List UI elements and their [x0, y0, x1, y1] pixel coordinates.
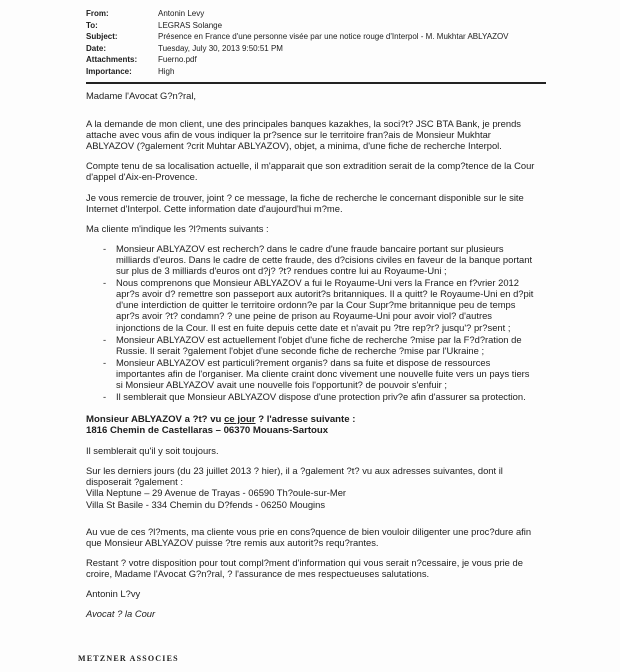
- paragraph-intro: A la demande de mon client, une des principales banques kazakhes, la soci?t? JSC BTA Bank, je prends attache avec vous afin de vous indiquer la pr?sence sur le territoire fran?ais de Monsieur Mukhtar ABLYAZOV (?galement ?crit Muhtar ABLYAZOV), objet, a minima, d'une fiche de recherche Interpol.: [86, 118, 521, 152]
- elements-list: [86, 243, 536, 402]
- header-label: Date:: [86, 43, 107, 53]
- list-item: - Monsieur ABLYAZOV est recherch? dans le cadre d'une fraude bancaire portant sur plusieurs milliards d'euros. Dans le cadre de cette fraude, des d?cisions civiles en faveur de la banque portant sur plus de 3 milliards d'euros ont d?j? ?t? rendues contre lui au Royaume-Uni ;: [86, 243, 536, 276]
- header-value: Fuerno.pdf: [158, 55, 197, 64]
- paragraph-still-there: Il semblerait qu'il y soit toujours.: [86, 445, 219, 457]
- paragraph-attachment: Je vous remercie de trouver, joint ? ce message, la fiche de recherche le concernant disponible sur le site Internet d'Interpol. Cette information date d'aujourd'hui m?me.: [86, 191, 524, 214]
- letter-body: [86, 90, 536, 628]
- header-label: From:: [86, 9, 109, 18]
- paragraph-jurisdiction: Compte tenu de sa localisation actuelle, il m'apparait que son extradition serait de la comp?tence de la Cour d'appel d'Aix-en-Provence.: [86, 160, 535, 183]
- paragraph-elements: Ma cliente m'indique les ?l?ments suivants :: [86, 222, 269, 234]
- header-label: To:: [86, 20, 98, 30]
- address-intro: Monsieur ABLYAZOV a ?t? vu: [86, 414, 225, 426]
- list-item: - Nous comprenons que Monsieur ABLYAZOV a fui le Royaume-Uni vers la France en f?vrier 2012 apr?s avoir d? remettre son passeport aux autorit?s britanniques. Il a quitt? le Royaume-Uni en d?pit d'une interdiction de quitter le territoire ordonn?e par la Cour Supr?me britannique peu de temps apr?s avoir ?t? condamn? ? une peine de prison au Royaume-Uni pour avoir viol? d'autres injonctions de la Cour. Il est en fuite depuis cette date et n'avait pu ?tre rep?r? jusqu'? pr?sent ;: [86, 277, 536, 332]
- list-item: - Il semblerait que Monsieur ABLYAZOV dispose d'une protection priv?e afin d'assurer sa protection.: [86, 391, 536, 402]
- signature-role: Avocat ? la Cour: [86, 608, 156, 620]
- header-row-subject: [86, 31, 546, 43]
- header-value: Présence en France d'une personne visée par une notice rouge d'Interpol - M. Mukhtar ABLYAZOV: [158, 32, 509, 41]
- paragraph-request: Au vue de ces ?l?ments, ma cliente vous prie en cons?quence de bien vouloir diligenter une proc?dure afin que Monsieur ABLYAZOV puisse ?tre remis aux autorit?s requ?rantes.: [86, 525, 532, 548]
- email-header: [86, 8, 546, 77]
- header-row-to: [86, 20, 546, 32]
- address-neptune: Villa Neptune – 29 Avenue de Trayas - 06590 Th?oule-sur-Mer: [86, 487, 347, 499]
- address-today: ce jour: [224, 414, 256, 426]
- paragraph-other-addresses: [86, 465, 536, 509]
- header-value: LEGRAS Solange: [158, 20, 223, 30]
- address-intro-end: ? l'adresse suivante :: [255, 414, 356, 426]
- header-row-importance: [86, 66, 546, 78]
- signature-name: Antonin L?vy: [86, 588, 141, 599]
- list-item: - Monsieur ABLYAZOV est particuli?rement organis? dans sa fuite et dispose de ressources importantes afin de l'organiser. Ma cliente craint donc vivement une nouvelle fuite vers un pays tiers si Monsieur ABLYAZOV avait une nouvelle fois l'opportunit? de pouvoir s'enfuir ;: [86, 357, 536, 390]
- current-address: [86, 414, 536, 436]
- other-addresses-intro: Sur les derniers jours (du 23 juillet 2013 ? hier), il a ?galement ?t? vu aux adresses suivantes, dont il disposerait ?galement :: [86, 465, 503, 488]
- header-row-attachments: [86, 54, 546, 66]
- header-label: Attachments:: [86, 55, 138, 64]
- header-value: High: [158, 66, 175, 76]
- header-row-from: [86, 8, 546, 20]
- address-basile: Villa St Basile - 334 Chemin du D?fends - 06250 Mougins: [86, 498, 326, 510]
- header-label: Importance:: [86, 66, 132, 76]
- header-divider: [86, 82, 546, 84]
- header-label: Subject:: [86, 32, 118, 41]
- paragraph-closing: Restant ? votre disposition pour tout compl?ment d'information qui vous serait n?cessaire, je vous prie de croire, Madame l'Avocat G?n?ral, ? l'assurance de mes respectueuses salutations.: [86, 556, 523, 579]
- address-line: 1816 Chemin de Castellaras – 06370 Mouans-Sartoux: [86, 425, 329, 437]
- header-row-date: [86, 43, 546, 55]
- header-value: Antonin Levy: [158, 9, 205, 18]
- firm-footer: METZNER ASSOCIES: [78, 654, 179, 663]
- list-item: - Monsieur ABLYAZOV est actuellement l'objet d'une fiche de recherche ?mise par la F?d?ration de Russie. Il serait ?galement l'objet d'une seconde fiche de recherche ?mise par l'Ukraine ;: [86, 334, 536, 356]
- header-value: Tuesday, July 30, 2013 9:50:51 PM: [158, 43, 283, 53]
- salutation: Madame l'Avocat G?n?ral,: [86, 90, 197, 101]
